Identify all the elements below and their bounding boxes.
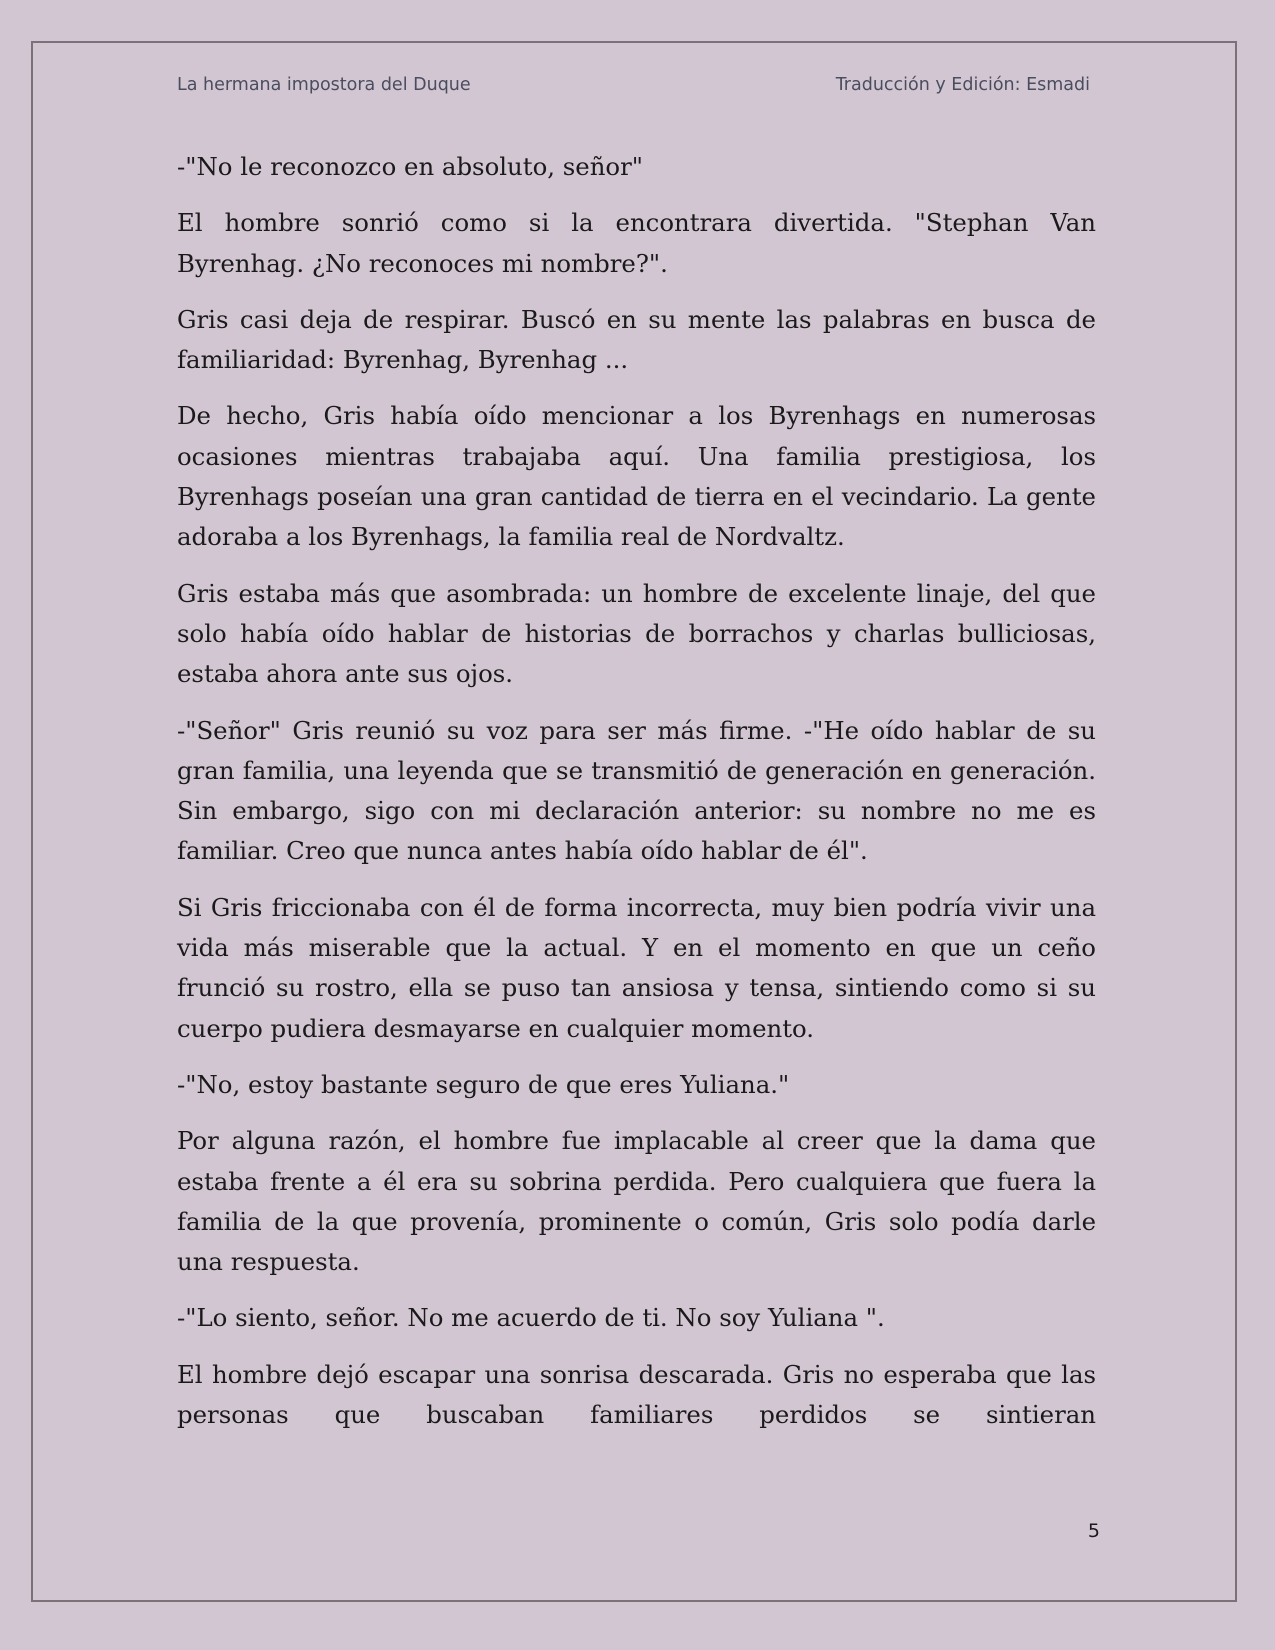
- paragraph-8: -"No, estoy bastante seguro de que eres Yuliana.": [177, 1069, 790, 1099]
- header-book-title: La hermana impostora del Duque: [177, 75, 471, 95]
- paragraph-10: -"Lo siento, señor. No me acuerdo de ti. No soy Yuliana ".: [177, 1303, 885, 1333]
- paragraph-9: Por alguna razón, el hombre fue implacable al creer que la dama que estaba frente a él era su sobrina perdida. Pero cualquiera que fuera la familia de la que provenía, prominente o común, Gris solo podía darle una respuesta.: [177, 1126, 1096, 1277]
- page-number: 5: [1087, 1520, 1100, 1542]
- page-header: [177, 72, 1090, 102]
- paragraph-5: Gris estaba más que asombrada: un hombre de excelente linaje, del que solo había oído hablar de historias de borrachos y charlas bulliciosas, estaba ahora ante sus ojos.: [177, 578, 1096, 689]
- paragraph-11: El hombre dejó escapar una sonrisa descarada. Gris no esperaba que las personas que buscaban familiares perdidos se sintieran: [177, 1359, 1096, 1430]
- paragraph-6: -"Señor" Gris reunió su voz para ser más firme. -"He oído hablar de su gran familia, una leyenda que se transmitió de generación en generación. Sin embargo, sigo con mi declaración anterior: su nombre no me es familiar. Creo que nunca antes había oído hablar de él".: [177, 715, 1096, 866]
- paragraph-4: De hecho, Gris había oído mencionar a los Byrenhags en numerosas ocasiones mientras trabajaba aquí. Una familia prestigiosa, los Byrenhags poseían una gran cantidad de tierra en el vecindario. La gente adoraba a los Byrenhags, la familia real de Nordvaltz.: [177, 401, 1096, 552]
- paragraph-2: El hombre sonrió como si la encontrara divertida. "Stephan Van Byrenhag. ¿No reconoces mi nombre?".: [177, 208, 1096, 278]
- paragraph-7: Si Gris friccionaba con él de forma incorrecta, muy bien podría vivir una vida más miserable que la actual. Y en el momento en que un ceño frunció su rostro, ella se puso tan ansiosa y tensa, sintiendo como si su cuerpo pudiera desmayarse en cualquier momento.: [177, 892, 1096, 1043]
- header-credits: Traducción y Edición: Esmadi: [835, 75, 1090, 95]
- body-text: [177, 147, 1096, 1451]
- paragraph-3: Gris casi deja de respirar. Buscó en su mente las palabras en busca de familiaridad: Byrenhag, Byrenhag ...: [177, 304, 1096, 375]
- paragraph-1: -"No le reconozco en absoluto, señor": [177, 152, 643, 181]
